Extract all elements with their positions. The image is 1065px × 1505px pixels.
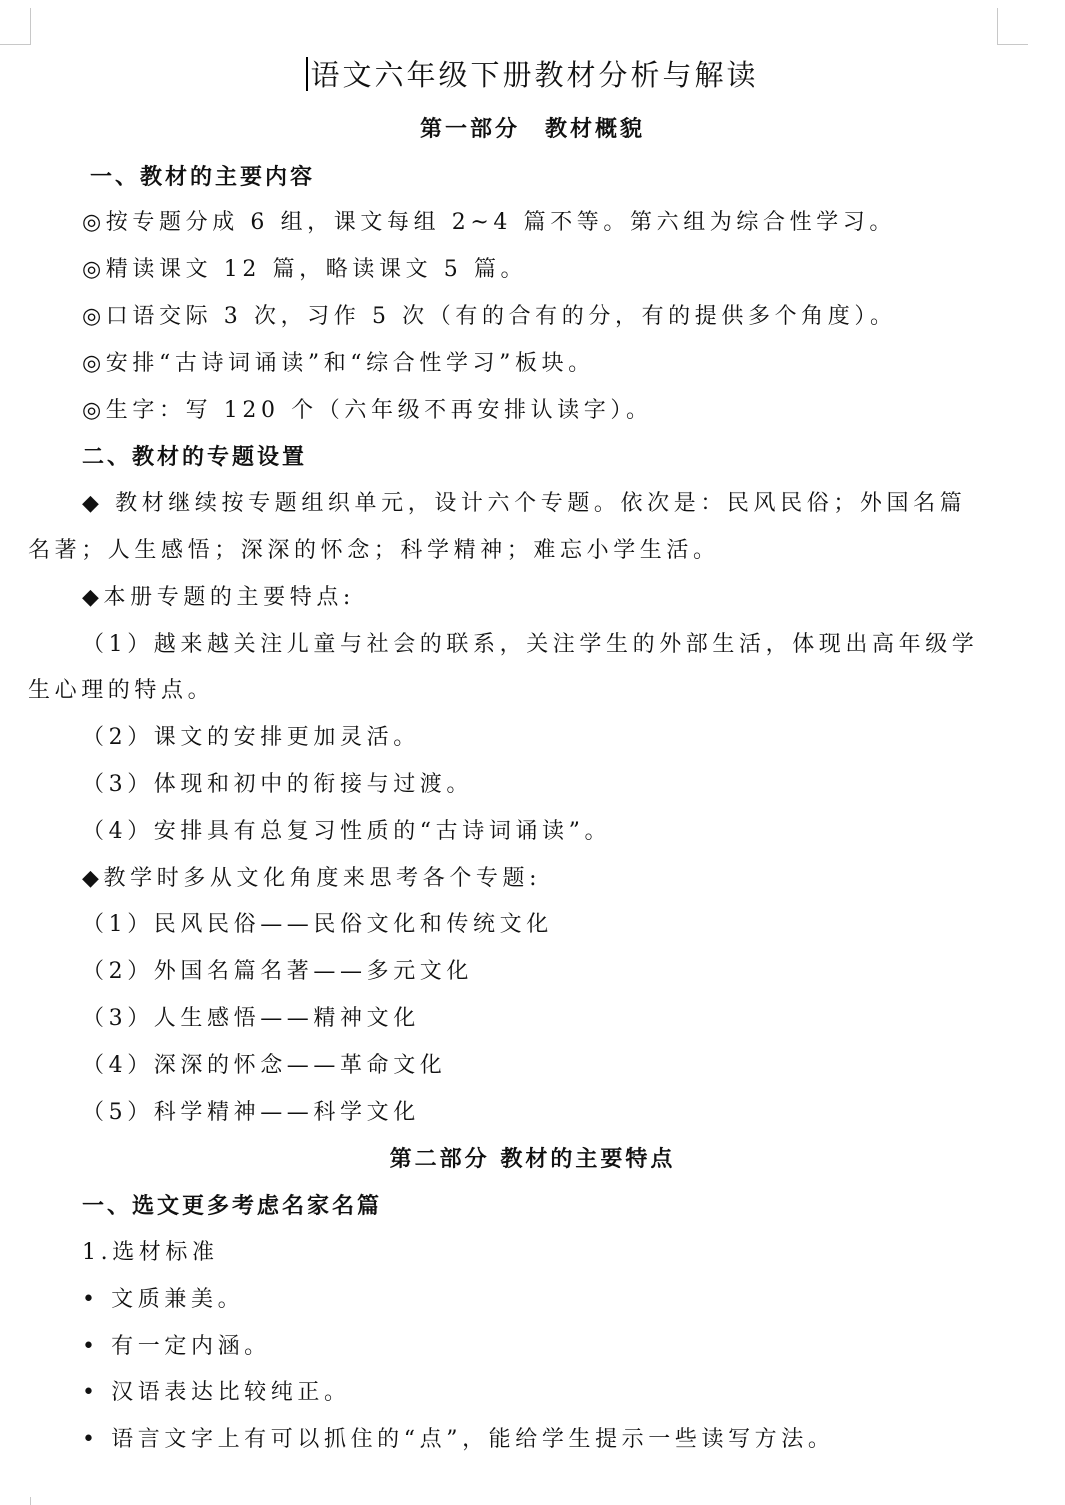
part2-heading: 第二部分 教材的主要特点 <box>389 1146 676 1172</box>
bullet-item: • 汉语表达比较纯正。 <box>82 1380 351 1405</box>
culture-item: （5）科学精神——科学文化 <box>82 1100 420 1125</box>
features-heading: ◆本册专题的主要特点: <box>82 585 355 610</box>
culture-item: （3）人生感悟——精神文化 <box>82 1006 420 1031</box>
feature-item: （3）体现和初中的衔接与过渡。 <box>82 772 473 797</box>
section1-heading: 一、教材的主要内容 <box>90 164 316 190</box>
section2-paragraph-line: ◆ 教材继续按专题组织单元，设计六个专题。依次是：民风民俗；外国名篇 <box>82 491 967 516</box>
bullet-item: • 有一定内涵。 <box>82 1334 271 1359</box>
document-title-text: 语文六年级下册教材分析与解读 <box>310 58 759 92</box>
section1-item: ◎精读课文 12 篇，略读课文 5 篇。 <box>82 257 528 282</box>
bullet-item: • 文质兼美。 <box>82 1287 245 1312</box>
part2-subheading: 1.选材标准 <box>82 1240 219 1265</box>
culture-heading: ◆教学时多从文化角度来思考各个专题: <box>82 866 542 891</box>
culture-item: （1）民风民俗——民俗文化和传统文化 <box>82 912 553 937</box>
document-title <box>0 55 1065 95</box>
section1-item: ◎安排“古诗词诵读”和“综合性学习”板块。 <box>82 351 595 376</box>
section2-paragraph-line: 名著；人生感悟；深深的怀念；科学精神；难忘小学生活。 <box>28 538 720 563</box>
feature-item-continuation: 生心理的特点。 <box>28 678 215 703</box>
part1-heading: 第一部分 教材概貌 <box>419 116 645 142</box>
feature-item: （4）安排具有总复习性质的“古诗词诵读”。 <box>82 819 612 844</box>
bullet-item: • 语言文字上有可以抓住的“点”，能给学生提示一些读写方法。 <box>82 1427 835 1452</box>
feature-item: （1）越来越关注儿童与社会的联系，关注学生的外部生活，体现出高年级学 <box>82 632 979 657</box>
section1-item: ◎生字：写 120 个（六年级不再安排认读字）。 <box>82 398 653 423</box>
section1-item: ◎按专题分成 6 组，课文每组 2~4 篇不等。第六组为综合性学习。 <box>82 210 896 235</box>
text-cursor <box>306 57 308 91</box>
feature-item: （2）课文的安排更加灵活。 <box>82 725 420 750</box>
culture-item: （4）深深的怀念——革命文化 <box>82 1053 447 1078</box>
culture-item: （2）外国名篇名著——多元文化 <box>82 959 473 984</box>
section2-heading: 二、教材的专题设置 <box>82 444 308 470</box>
part2-section1-heading: 一、选文更多考虑名家名篇 <box>82 1193 383 1219</box>
section1-item: ◎口语交际 3 次，习作 5 次（有的合有的分，有的提供多个角度）。 <box>82 304 897 329</box>
